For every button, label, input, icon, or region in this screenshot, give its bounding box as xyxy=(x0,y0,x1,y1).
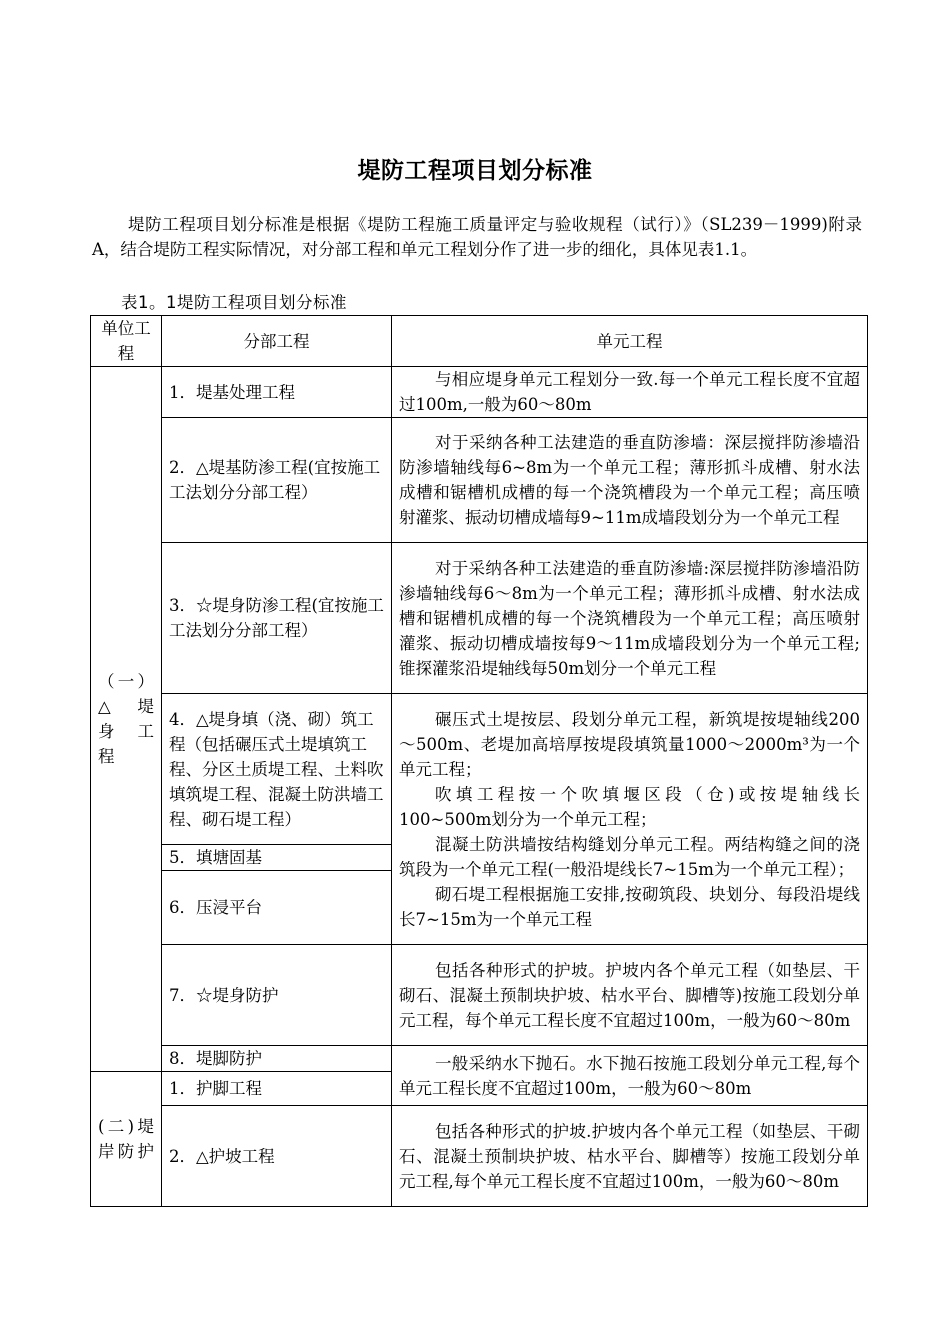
page-title: 堤防工程项目划分标准 xyxy=(357,158,593,184)
element-cell-merged xyxy=(392,694,868,945)
table-row xyxy=(91,1046,868,1072)
element-cell xyxy=(392,945,868,1046)
element-cell xyxy=(392,418,868,543)
table-row xyxy=(91,543,868,694)
division-cell: 3．☆堤身防渗工程(宜按施工工法划分分部工程） xyxy=(162,543,392,694)
element-text: 对于采纳各种工法建造的垂直防渗墙：深层搅拌防渗墙沿防渗墙轴线每6~8m为一个单元工程；薄形抓斗成槽、射水法成槽和锯槽机成槽的每一个浇筑槽段为一个单元工程；高压喷射灌浆、振动切槽成墙每9~11m成墙段划分为一个单元工程 xyxy=(399,433,860,527)
header-unit: 单位工程 xyxy=(91,316,162,367)
division-cell: 7．☆堤身防护 xyxy=(162,945,392,1046)
element-cell xyxy=(392,367,868,418)
division-cell: 4．△堤身填（浇、砌）筑工程（包括碾压式土堤填筑工程、分区土质堤工程、土料吹填筑堤工程、混凝土防洪墙工程、砌石堤工程） xyxy=(162,694,392,845)
table-caption: 表1。1堤防工程项目划分标准 xyxy=(121,293,347,312)
element-text: 砌石堤工程根据施工安排,按砌筑段、块划分、每段沿堤线长7~15m为一个单元工程 xyxy=(399,884,860,929)
table-row xyxy=(91,945,868,1046)
unit-cell-2: (二)堤 岸防护 xyxy=(91,1072,162,1207)
table-row xyxy=(91,1106,868,1207)
element-text: 对于采纳各种工法建造的垂直防渗墙:深层搅拌防渗墙沿防渗墙轴线每6～8m为一个单元工程；薄形抓斗成槽、射水法成槽和锯槽机成槽的每一个浇筑槽段为一个单元工程；高压喷射灌浆、振动切槽成墙按每9～11m成墙段划分为一个单元工程;锥探灌浆沿堤轴线每50m划分一个单元工程 xyxy=(399,558,860,678)
division-cell: 6．压浸平台 xyxy=(162,871,392,945)
division-cell: 1．堤基处理工程 xyxy=(162,367,392,418)
element-text: 与相应堤身单元工程划分一致.每一个单元工程长度不宜超过100m,一般为60～80m xyxy=(399,370,860,414)
table-row xyxy=(91,367,868,418)
division-cell: 2．△堤基防渗工程(宜按施工工法划分分部工程） xyxy=(162,418,392,543)
element-text: 碾压式土堤按层、段划分单元工程，新筑堤按堤轴线200～500m、老堤加高培厚按堤段填筑量1000～2000m³为一个单元工程； xyxy=(399,709,860,779)
division-table xyxy=(90,315,868,1207)
element-text: 一般采纳水下抛石。水下抛石按施工段划分单元工程,每个单元工程长度不宜超过100m，一般为60～80m xyxy=(399,1053,860,1098)
division-cell: 8．堤脚防护 xyxy=(162,1046,392,1072)
element-cell-merged xyxy=(392,1046,868,1106)
division-cell: 2．△护坡工程 xyxy=(162,1106,392,1207)
element-text: 包括各种形式的护坡.护坡内各个单元工程（如垫层、干砌石、混凝土预制块护坡、枯水平台、脚槽等）按施工段划分单元工程,每个单元工程长度不宜超过100m，一般为60～80m xyxy=(399,1121,860,1191)
division-cell: 5．填塘固基 xyxy=(162,845,392,871)
element-text: 混凝土防洪墙按结构缝划分单元工程。两结构缝之间的浇筑段为一个单元工程(一般沿堤线长7~15m为一个单元工程）； xyxy=(399,834,860,879)
element-text: 吹填工程按一个吹填堰区段（仓)或按堤轴线长100~500m划分为一个单元工程； xyxy=(399,784,860,829)
unit-cell-1: （一）△ 堤 身 工 程 xyxy=(91,367,162,1072)
element-cell xyxy=(392,543,868,694)
table-row xyxy=(91,418,868,543)
table-header-row xyxy=(91,316,868,367)
table-row xyxy=(91,694,868,845)
header-division: 分部工程 xyxy=(162,316,392,367)
intro-paragraph: 堤防工程项目划分标准是根据《堤防工程施工质量评定与验收规程（试行）》（SL239－1999)附录A，结合堤防工程实际情况，对分部工程和单元工程划分作了进一步的细化，具体见表1.1。 xyxy=(92,215,862,259)
header-element: 单元工程 xyxy=(392,316,868,367)
element-text: 包括各种形式的护坡。护坡内各个单元工程（如垫层、干砌石、混凝土预制块护坡、枯水平台、脚槽等)按施工段划分单元工程，每个单元工程长度不宜超过100m，一般为60～80m xyxy=(399,960,860,1030)
element-cell xyxy=(392,1106,868,1207)
division-cell: 1．护脚工程 xyxy=(162,1072,392,1106)
